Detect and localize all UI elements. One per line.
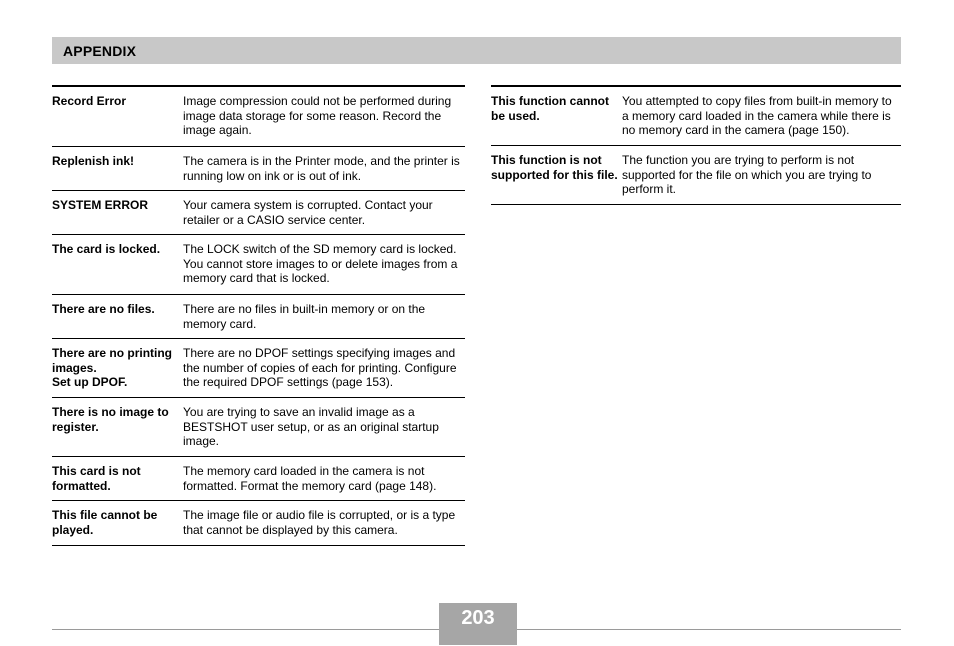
message-description: There are no files in built-in memory or on the memory card. (183, 302, 426, 331)
message-description: The memory card loaded in the camera is not formatted. Format the memory card (page 148). (183, 464, 437, 493)
message-description: The function you are trying to perform is not supported for the file on which you are trying to perform it. (622, 153, 872, 197)
message-term: This function cannot be used. (491, 94, 609, 123)
table-row (52, 295, 465, 339)
message-term: This card is not formatted. (52, 464, 141, 493)
page-number-badge (439, 603, 517, 645)
table-row (52, 191, 465, 235)
table-row (52, 501, 465, 546)
section-header (52, 37, 901, 64)
message-description: The LOCK switch of the SD memory card is locked. You cannot store images to or delete images from a memory card that is locked. (183, 242, 458, 286)
table-row (52, 398, 465, 457)
section-title: APPENDIX (63, 43, 137, 59)
table-row (52, 87, 465, 147)
message-term: There are no printing images. Set up DPOF. (52, 346, 173, 390)
message-term: This file cannot be played. (52, 508, 158, 537)
message-term: There is no image to register. (52, 405, 169, 434)
message-description: The image file or audio file is corrupted, or is a type that cannot be displayed by this camera. (183, 508, 456, 537)
message-term: SYSTEM ERROR (52, 198, 149, 212)
message-term: Record Error (52, 94, 127, 108)
page-number: 203 (461, 607, 495, 629)
table-row (491, 87, 901, 146)
message-term: There are no files. (52, 302, 155, 316)
message-description: Your camera system is corrupted. Contact your retailer or a CASIO service center. (183, 198, 433, 227)
table-row (52, 457, 465, 501)
message-description: Image compression could not be performed during image data storage for some reason. Record the image again. (183, 94, 452, 138)
message-term: Replenish ink! (52, 154, 135, 168)
message-description: You attempted to copy files from built-in memory to a memory card loaded in the camera while there is no memory card in the camera (page 150). (622, 94, 892, 138)
table-row (52, 147, 465, 191)
message-term: The card is locked. (52, 242, 161, 256)
message-description: There are no DPOF settings specifying images and the number of copies of each for printing. Configure the required DPOF settings (page 153). (183, 346, 457, 390)
table-row (52, 339, 465, 398)
message-description: You are trying to save an invalid image as a BESTSHOT user setup, or as an original startup image. (183, 405, 439, 449)
table-row (491, 146, 901, 205)
message-table-left (52, 85, 465, 546)
message-table-right (491, 85, 901, 205)
table-row (52, 235, 465, 295)
message-description: The camera is in the Printer mode, and the printer is running low on ink or is out of ink. (183, 154, 460, 183)
message-term: This function is not supported for this file. (491, 153, 618, 182)
